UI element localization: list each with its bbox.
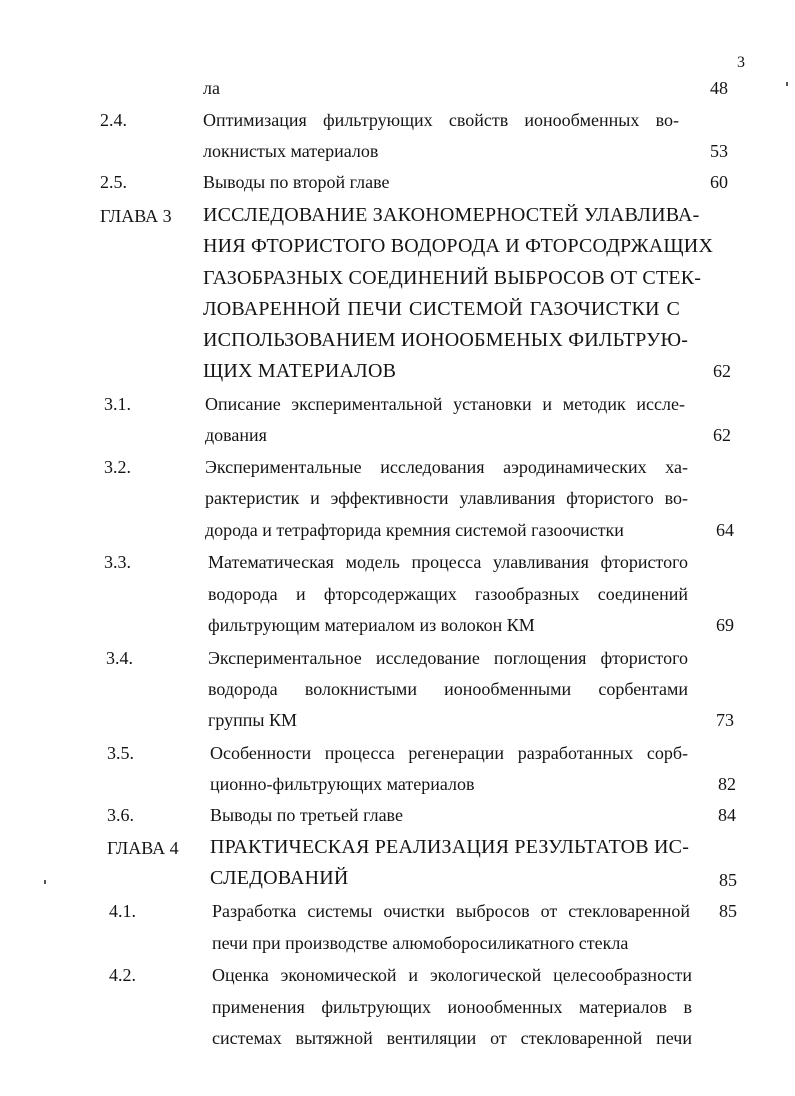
toc-entry-line: Разработка системы очистки выбросов от стекловаренной (212, 901, 690, 921)
toc-entry-line: Оценка экономической и экологической целесообразности (212, 965, 692, 985)
toc-entry-line: НИЯ ФТОРИСТОГО ВОДОРОДА И ФТОРСОДРЖАЩИХ (203, 235, 714, 257)
toc-entry-number: 3.3. (104, 552, 131, 572)
toc-entry-page: 60 (710, 172, 728, 192)
scan-speck (786, 82, 788, 86)
toc-entry-line: Математическая модель процесса улавливания фтористого (208, 552, 688, 572)
scan-speck (44, 880, 46, 884)
toc-entry-page: 62 (713, 361, 731, 381)
toc-entry-line: локнистых материалов (203, 141, 379, 161)
toc-entry-line: водорода и фторсодержащих газообразных соединений (208, 584, 688, 604)
toc-entry-line: водорода волокнистыми ионообменными сорбентами (208, 679, 688, 699)
toc-entry-number: ГЛАВА 4 (107, 838, 179, 858)
toc-entry-line: ЩИХ МАТЕРИАЛОВ (203, 360, 397, 382)
toc-entry-line: Особенности процесса регенерации разработанных сорб- (210, 743, 688, 763)
toc-entry-page: 85 (719, 870, 737, 890)
toc-entry-number: 3.6. (107, 805, 134, 825)
toc-entry-number: 2.5. (100, 172, 127, 192)
toc-entry-line: Выводы по третьей главе (210, 805, 403, 825)
toc-entry-page: 53 (710, 141, 728, 161)
toc-entry-line: Оптимизация фильтрующих свойств ионообменных во- (203, 110, 679, 130)
toc-entry-number: 4.2. (109, 965, 136, 985)
toc-entry-line: ИСПОЛЬЗОВАНИЕМ ИОНООБМЕНЫХ ФИЛЬТРУЮ- (203, 329, 689, 351)
toc-entry-line: Экспериментальное исследование поглощения фтористого (208, 648, 688, 668)
toc-entry-line: печи при производстве алюмоборосиликатного стекла (212, 933, 629, 953)
toc-entry-line: применения фильтрующих ионообменных материалов в (212, 997, 692, 1017)
toc-entry-number: 3.2. (104, 457, 131, 477)
toc-entry-line: системах вытяжной вентиляции от стекловаренной печи (212, 1028, 692, 1048)
toc-entry-page: 73 (716, 710, 734, 730)
toc-entry-page: 48 (710, 78, 728, 98)
toc-entry-number: 4.1. (109, 901, 136, 921)
toc-entry-line: ла (203, 78, 220, 98)
toc-entry-line: Экспериментальные исследования аэродинамических ха- (205, 457, 688, 477)
toc-entry-page: 64 (716, 520, 734, 540)
toc-entry-page: 69 (716, 615, 734, 635)
toc-entry-page: 84 (718, 805, 736, 825)
toc-entry-number: ГЛАВА 3 (100, 206, 172, 226)
toc-entry-line: группы КМ (208, 710, 298, 730)
toc-entry-number: 2.4. (100, 110, 127, 130)
toc-entry-number: 3.1. (104, 394, 131, 414)
toc-entry-page: 85 (719, 901, 737, 921)
toc-entry-line: Описание экспериментальной установки и методик иссле- (205, 394, 685, 414)
toc-entry-number: 3.5. (107, 743, 134, 763)
toc-entry-line: ционно-фильтрующих материалов (210, 774, 475, 794)
toc-entry-page: 62 (713, 425, 731, 445)
page-number: 3 (737, 54, 745, 71)
toc-entry-line: ЛОВАРЕННОЙ ПЕЧИ СИСТЕМОЙ ГАЗОЧИСТКИ С (203, 298, 680, 320)
toc-entry-number: 3.4. (106, 648, 133, 668)
toc-entry-line: дования (205, 425, 267, 445)
toc-entry-page: 82 (718, 774, 736, 794)
toc-entry-line: рактеристик и эффективности улавливания фтористого во- (205, 488, 688, 508)
toc-entry-line: ПРАКТИЧЕСКАЯ РЕАЛИЗАЦИЯ РЕЗУЛЬТАТОВ ИС- (210, 836, 690, 858)
toc-entry-line: СЛЕДОВАНИЙ (210, 867, 349, 889)
toc-entry-line: ИССЛЕДОВАНИЕ ЗАКОНОМЕРНОСТЕЙ УЛАВЛИВА- (203, 204, 700, 226)
toc-entry-line: дорода и тетрафторида кремния системой газоочистки (205, 520, 624, 540)
toc-entry-line: ГАЗОБРАЗНЫХ СОЕДИНЕНИЙ ВЫБРОСОВ ОТ СТЕК- (203, 267, 702, 289)
toc-entry-line: фильтрующим материалом из волокон КМ (208, 615, 535, 635)
toc-entry-line: Выводы по второй главе (203, 172, 390, 192)
